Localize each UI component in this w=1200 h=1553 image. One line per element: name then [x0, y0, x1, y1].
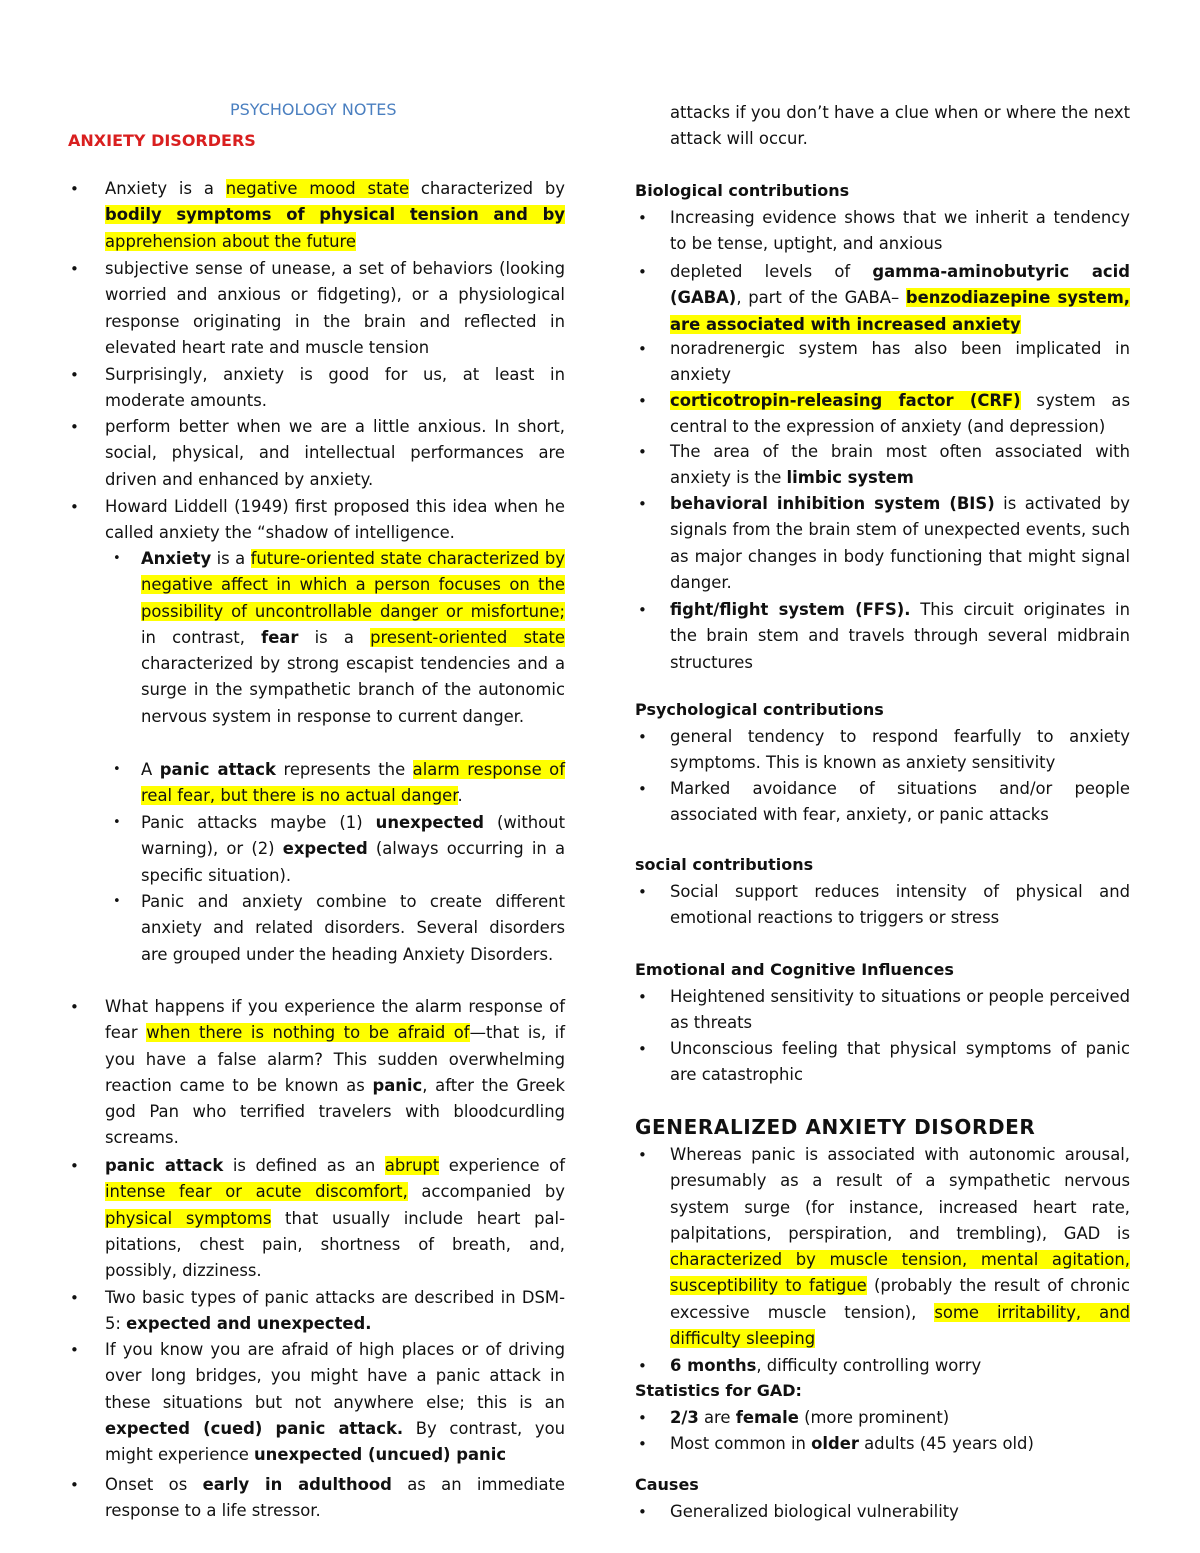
- bullet-icon: •: [638, 1409, 647, 1427]
- text-run: negative mood state: [225, 179, 410, 198]
- list-item-text: [670, 1036, 1130, 1089]
- bullet-icon: •: [113, 894, 121, 909]
- list-item-text: [670, 597, 1130, 676]
- list-item: [68, 810, 565, 889]
- text-run: unexpected (uncued) panic: [254, 1445, 507, 1465]
- text-run: Generalized biological vulnerability: [670, 1502, 959, 1521]
- text-run: Marked avoidance of situations and/or people associated with fear, anxiety, or panic attacks: [670, 779, 1130, 825]
- text-run: Unconscious feeling that physical symptoms of panic are catastrophic: [670, 1039, 1130, 1085]
- list-item-text: [141, 546, 565, 730]
- list-item-text: [670, 776, 1130, 829]
- bullet-icon: •: [638, 1146, 647, 1164]
- list-item: [635, 1499, 1130, 1525]
- text-run: early in adulthood: [202, 1475, 392, 1494]
- subsection-heading: Emotional and Cognitive Influences: [635, 960, 954, 979]
- list-item-text: [670, 388, 1130, 441]
- bullet-icon: •: [70, 260, 79, 278]
- section-heading-anxiety-disorders: ANXIETY DISORDERS: [68, 131, 256, 150]
- list-item: [68, 889, 565, 968]
- text-run: attacks if you don’t have a clue when or where the next attack will occur.: [670, 103, 1130, 149]
- text-run: older: [811, 1434, 859, 1453]
- list-item: [68, 494, 565, 547]
- list-item: [635, 776, 1130, 829]
- bullet-icon: •: [638, 263, 647, 281]
- gad-causes-heading: Causes: [635, 1475, 699, 1494]
- list-item: [635, 336, 1130, 389]
- list-item-text: [670, 205, 1130, 258]
- bullet-icon: •: [638, 209, 647, 227]
- list-item: [635, 1431, 1130, 1457]
- list-item-text: [105, 1153, 565, 1284]
- bullet-icon: •: [113, 551, 121, 566]
- text-run: alarm response of real fear, but there is no actual danger: [141, 760, 565, 806]
- bullet-icon: •: [70, 1157, 79, 1175]
- text-run: The area of the brain most often associated with anxiety is the: [670, 442, 1130, 488]
- text-run: 2/3: [670, 1408, 699, 1427]
- bullet-icon: •: [113, 762, 121, 777]
- text-run: is a: [298, 627, 371, 647]
- list-item-text: [670, 1499, 1130, 1525]
- list-item-text: [105, 414, 565, 493]
- bullet-icon: •: [638, 340, 647, 358]
- text-run: Onset os: [105, 1475, 203, 1494]
- continued-text: [635, 100, 1130, 153]
- text-run: Panic and anxiety combine to create different anxiety and related disorders. Several disorders are grouped under the heading Anxiety Disorders.: [141, 892, 565, 964]
- text-run: Increasing evidence shows that we inherit a tendency to be tense, uptight, and anxious: [670, 208, 1130, 254]
- text-run: physical symptoms: [105, 1208, 272, 1228]
- text-run: characterized by: [409, 179, 565, 198]
- text-run: 6 months: [670, 1356, 757, 1375]
- text-run: general tendency to respond fearfully to anxiety symptoms. This is known as anxiety sensitivity: [670, 727, 1130, 773]
- text-run: Whereas panic is associated with autonomic arousal, presumably as a result of a sympathetic nervous system surge (for instance, increased heart rate, palpitations, perspiration, and trembling), GAD is: [670, 1145, 1130, 1243]
- list-item: [635, 388, 1130, 441]
- list-item-text: [670, 1431, 1130, 1457]
- text-run: behavioral inhibition system (BIS): [670, 494, 995, 513]
- text-run: as an immediate response to a life stressor.: [105, 1475, 566, 1521]
- bullet-icon: •: [638, 780, 647, 798]
- text-run: abrupt: [384, 1156, 440, 1175]
- subsection-heading: Psychological contributions: [635, 700, 884, 719]
- bullet-icon: •: [70, 366, 79, 384]
- text-run: What happens if you experience the alarm response of fear: [105, 997, 565, 1043]
- text-run: A: [141, 760, 160, 779]
- list-item: [635, 879, 1130, 932]
- list-item: [635, 1142, 1130, 1352]
- list-item: [68, 757, 565, 810]
- list-item: [635, 724, 1130, 777]
- list-item-text: [105, 176, 565, 255]
- list-item-text: [105, 1337, 565, 1468]
- bullet-icon: •: [638, 1357, 647, 1375]
- text-run: female: [735, 1408, 799, 1427]
- list-item: [68, 1153, 565, 1284]
- list-item: [635, 205, 1130, 258]
- list-item-text: [670, 879, 1130, 932]
- text-run: accompanied by: [407, 1182, 566, 1202]
- list-item: [635, 439, 1130, 492]
- text-run: , after the Greek god Pan who terrified travelers with bloodcurdling screams.: [105, 1075, 565, 1148]
- list-item-text: [105, 994, 565, 1152]
- text-run: gamma-aminobutyric acid (GABA): [670, 262, 1130, 308]
- list-item-text: [670, 1353, 1130, 1379]
- text-run: fight/flight system (FFS).: [670, 600, 911, 619]
- document-title: PSYCHOLOGY NOTES: [230, 100, 397, 119]
- text-run: , part of the GABA–: [736, 288, 906, 308]
- text-run: .: [457, 786, 463, 806]
- text-run: are: [698, 1408, 736, 1427]
- list-item: [68, 176, 565, 255]
- text-run: apprehension about the future: [105, 231, 356, 251]
- text-run: characterized by muscle tension, mental agitation, susceptibility to fatigue: [670, 1250, 1130, 1296]
- text-run: (more prominent): [798, 1408, 950, 1427]
- text-run: perform better when we are a little anxious. In short, social, physical, and intellectual performances are driven and enhanced by anxiety.: [105, 417, 565, 489]
- text-run: expected: [282, 839, 368, 859]
- list-item: [635, 984, 1130, 1037]
- text-run: limbic system: [786, 468, 914, 488]
- text-run: Two basic types of panic attacks are described in DSM-5:: [105, 1288, 565, 1334]
- text-run: that usually include heart pal-pitations, chest pain, shortness of breath, and, possibly, dizziness.: [105, 1208, 565, 1281]
- text-run: is a: [211, 549, 251, 568]
- text-run: panic attack: [105, 1156, 224, 1175]
- list-item: [635, 1036, 1130, 1089]
- list-item-text: [670, 1142, 1130, 1352]
- text-run: intense fear or acute discomfort,: [105, 1182, 408, 1202]
- list-item: [635, 1405, 1130, 1431]
- text-run: depleted levels of: [670, 262, 873, 281]
- bullet-icon: •: [638, 443, 647, 461]
- bullet-icon: •: [70, 998, 79, 1016]
- text-run: , difficulty controlling worry: [756, 1356, 982, 1375]
- list-item: [68, 1285, 565, 1338]
- list-item-text: [670, 984, 1130, 1037]
- text-run: Anxiety: [141, 549, 212, 568]
- list-item-text: [670, 336, 1130, 389]
- text-run: unexpected: [375, 813, 484, 832]
- bullet-icon: •: [70, 418, 79, 436]
- text-run: future-oriented state characterized by negative affect in which a person focuses on the possibility of uncontrollable danger or misfortune;: [141, 549, 565, 621]
- text-run: in contrast,: [141, 627, 262, 647]
- list-item: [68, 414, 565, 493]
- list-item-text: [670, 724, 1130, 777]
- bullet-icon: •: [638, 883, 647, 901]
- text-run: some irritability, and difficulty sleeping: [670, 1302, 1130, 1349]
- list-item: [68, 994, 565, 1152]
- subsection-heading: social contributions: [635, 855, 814, 874]
- bullet-icon: •: [638, 392, 647, 410]
- text-run: —that is, if you have a false alarm? This sudden overwhelming reaction came to be known as: [105, 1023, 565, 1095]
- bullet-icon: •: [70, 1341, 79, 1359]
- list-item: [635, 597, 1130, 676]
- text-run: characterized by strong escapist tendencies and a surge in the sympathetic branch of the autonomic nervous system in response to current danger.: [141, 654, 565, 726]
- list-item-text: [670, 1405, 1130, 1431]
- text-run: is defined as an: [223, 1156, 385, 1175]
- bullet-icon: •: [638, 988, 647, 1006]
- text-run: (always occurring in a specific situation).: [141, 839, 566, 885]
- text-run: when there is nothing to be afraid of: [146, 1023, 470, 1043]
- list-item: [635, 491, 1130, 596]
- list-item-text: [670, 439, 1130, 492]
- list-item: [68, 362, 565, 415]
- gad-statistics-heading: Statistics for GAD:: [635, 1381, 802, 1400]
- text-run: corticotropin-releasing factor (CRF): [670, 391, 1021, 410]
- text-run: Social support reduces intensity of physical and emotional reactions to triggers or stress: [670, 882, 1130, 928]
- gad-heading: GENERALIZED ANXIETY DISORDER: [635, 1115, 1036, 1139]
- text-run: adults (45 years old): [858, 1434, 1034, 1453]
- list-item-text: [105, 1285, 565, 1338]
- text-run: If you know you are afraid of high places or of driving over long bridges, you might have a panic attack in these situations but not anywhere else; this is an: [105, 1340, 565, 1412]
- text-run: bodily symptoms of physical tension and by: [105, 205, 565, 225]
- bullet-icon: •: [70, 1289, 79, 1307]
- list-item-text: [670, 491, 1130, 596]
- bullet-icon: •: [70, 1476, 79, 1494]
- text-run: present-oriented state: [370, 627, 565, 647]
- text-run: Surprisingly, anxiety is good for us, at least in moderate amounts.: [105, 365, 565, 411]
- list-item-text: [105, 256, 565, 361]
- list-item-text: [141, 757, 565, 810]
- text-run: By contrast, you might experience: [105, 1418, 565, 1465]
- text-run: Most common in: [670, 1434, 812, 1453]
- bullet-icon: •: [638, 1503, 647, 1521]
- list-item-text: [141, 810, 565, 889]
- list-item: [68, 256, 565, 361]
- bullet-icon: •: [638, 1435, 647, 1453]
- bullet-icon: •: [70, 180, 79, 198]
- bullet-icon: •: [638, 1040, 647, 1058]
- bullet-icon: •: [113, 815, 121, 830]
- text-run: experience of: [439, 1156, 565, 1175]
- bullet-icon: •: [638, 728, 647, 746]
- list-item-text: [105, 362, 565, 415]
- list-item: [68, 1472, 565, 1525]
- text-run: system as central to the expression of anxiety (and depression): [670, 391, 1131, 437]
- text-run: (without warning), or (2): [141, 813, 565, 859]
- subsection-heading: Biological contributions: [635, 181, 850, 200]
- list-item: [635, 1353, 1130, 1379]
- text-run: (probably the result of chronic excessive muscle tension),: [670, 1276, 1130, 1322]
- list-item-text: [670, 100, 1130, 153]
- text-run: subjective sense of unease, a set of behaviors (looking worried and anxious or fidgeting), or a physiological response originating in the brain and reflected in elevated heart rate and muscle tension: [105, 259, 565, 357]
- list-item: [68, 546, 565, 730]
- text-run: represents the: [275, 760, 413, 779]
- list-item-text: [105, 1472, 565, 1525]
- text-run: benzodiazepine system, are associated with increased anxiety: [670, 288, 1131, 334]
- text-run: Anxiety is a: [105, 179, 226, 198]
- text-run: expected (cued) panic attack.: [105, 1418, 404, 1438]
- text-run: Howard Liddell (1949) first proposed this idea when he called anxiety the “shadow of intelligence.: [105, 497, 565, 543]
- text-run: Heightened sensitivity to situations or people perceived as threats: [670, 987, 1130, 1033]
- text-run: expected and unexpected.: [126, 1314, 372, 1334]
- text-run: panic attack: [159, 760, 276, 779]
- bullet-icon: •: [638, 495, 647, 513]
- text-run: is activated by signals from the brain stem of unexpected events, such as major changes in body functioning that might signal danger.: [670, 494, 1130, 592]
- text-run: This circuit originates in the brain stem and travels through several midbrain structures: [670, 600, 1130, 672]
- list-item-text: [105, 494, 565, 547]
- list-item: [635, 259, 1130, 338]
- bullet-icon: •: [638, 601, 647, 619]
- bullet-icon: •: [70, 498, 79, 516]
- text-run: panic: [372, 1075, 423, 1095]
- text-run: fear: [261, 627, 299, 647]
- list-item-text: [141, 889, 565, 968]
- text-run: Panic attacks maybe (1): [141, 813, 376, 832]
- list-item: [68, 1337, 565, 1468]
- list-item-text: [670, 259, 1130, 338]
- text-run: noradrenergic system has also been implicated in anxiety: [670, 339, 1130, 385]
